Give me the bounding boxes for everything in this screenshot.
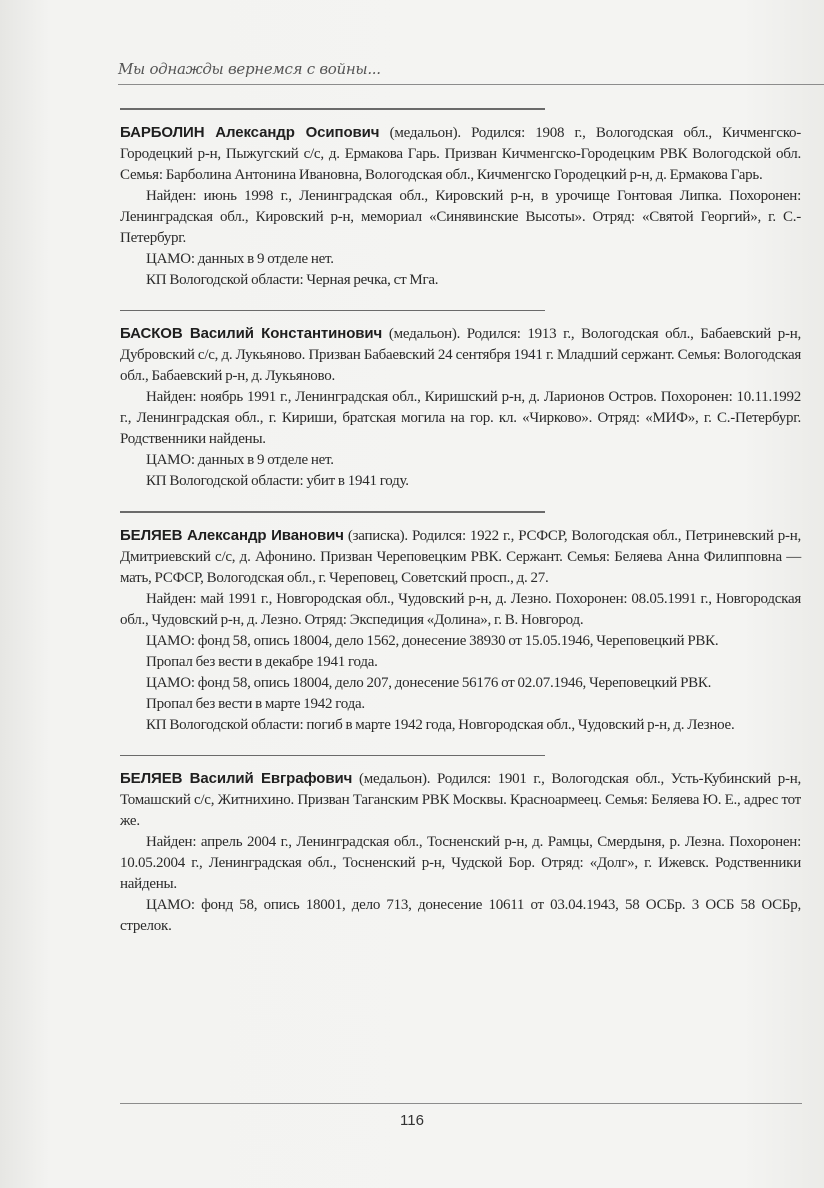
entry-paragraph (120, 387, 801, 450)
entry-paragraph (120, 589, 801, 631)
paragraph-text: Найден: июнь 1998 г., Ленинградская обл., Кировский р-н, в урочище Гонтовая Липка. Похоронен: Ленинградская обл., Кировский р-н, мемориал «Синявинские Высоты». Отряд: «Святой Георгий», г. С.-Петербург. (120, 187, 801, 246)
entry-separator (120, 108, 545, 110)
entry (120, 525, 801, 746)
entry-paragraph (120, 694, 801, 715)
paragraph-text: ЦАМО: фонд 58, опись 18004, дело 207, донесение 56176 от 02.07.1946, Череповецкий РВК. (146, 674, 712, 691)
entry (120, 122, 801, 301)
entry-paragraph (120, 832, 801, 895)
entry-paragraph (120, 631, 801, 652)
entry (120, 323, 801, 502)
entry-intro-paragraph (120, 122, 801, 186)
entry-paragraph (120, 471, 801, 492)
paragraph-text: ЦАМО: данных в 9 отделе нет. (146, 250, 334, 267)
paragraph-text: Найден: май 1991 г., Новгородская обл., Чудовский р-н, д. Лезно. Похоронен: 08.05.1991 г., Новгородская обл., Чудовский р-н, д. Лезно. Отряд: Экспедиция «Долина», г. В. Новгород. (120, 590, 801, 628)
entry-paragraph (120, 652, 801, 673)
paragraph-text: ЦАМО: данных в 9 отделе нет. (146, 452, 334, 468)
entry (120, 768, 801, 947)
person-name: БАСКОВ Василий Константинович (120, 325, 383, 342)
entry-paragraph (120, 715, 801, 736)
header-rule (118, 84, 824, 85)
paragraph-text: Пропал без вести в марте 1942 года. (146, 695, 365, 712)
page-number: 116 (400, 1112, 424, 1129)
footer-rule (120, 1103, 802, 1104)
paragraph-text: ЦАМО: фонд 58, опись 18004, дело 1562, донесение 38930 от 15.05.1946, Череповецкий РВК. (146, 632, 719, 649)
entry-separator (120, 755, 545, 757)
entry-paragraph (120, 249, 801, 270)
entry-gap (120, 937, 801, 947)
entries-list (120, 99, 801, 947)
entry-intro-paragraph (120, 323, 801, 387)
entry-gap (120, 492, 801, 502)
person-name: БЕЛЯЕВ Василий Евграфович (120, 770, 353, 787)
paragraph-text: Найден: ноябрь 1991 г., Ленинградская обл., Киришский р-н, д. Ларионов Остров. Похоронен: 10.11.1992 г., Ленинградская обл., г. Кириши, братская могила на гор. кл. «Чирково». Отряд: «МИФ», г. С.-Петербург. Родственники найдены. (120, 389, 801, 447)
paragraph-text: КП Вологодской области: погиб в марте 1942 года, Новгородская обл., Чудовский р-н, д. Лезное. (146, 716, 735, 733)
entry-paragraph (120, 270, 801, 291)
running-head: Мы однажды вернемся с войны... (118, 60, 381, 78)
entry-paragraph (120, 450, 801, 471)
person-name: БАРБОЛИН Александр Осипович (120, 123, 380, 141)
entry-intro-paragraph (120, 525, 801, 589)
paragraph-text: Пропал без вести в декабре 1941 года. (146, 653, 378, 670)
paragraph-text: (записка). Родился: 1922 г., РСФСР, Вологодская обл., Петриневский р-н, Дмитриевский с/с, д. Афонино. Призван Череповецким РВК. Сержант. Семья: Беляева Анна Филипповна — мать, РСФСР, Вологодская обл., г. Череповец, Советский просп., д. 27. (120, 527, 801, 586)
paragraph-text: (медальон). Родился: 1913 г., Вологодская обл., Бабаевский р-н, Дубровский с/с, д. Лукьяново. Призван Бабаевский 24 сентября 1941 г. Младший сержант. Семья: Вологодская обл., Бабаевский р-н, д. Лукьяново. (120, 326, 802, 384)
paragraph-text: КП Вологодской области: убит в 1941 году. (146, 473, 409, 489)
entry-gap (120, 291, 801, 301)
entry-separator (120, 511, 545, 513)
entry-paragraph (120, 186, 801, 249)
paragraph-text: (медальон). Родился: 1901 г., Вологодская обл., Усть-Кубинский р-н, Томашский с/с, Житнихино. Призван Таганским РВК Москвы. Красноармеец. Семья: Беляева Ю. Е., адрес тот же. (120, 771, 801, 829)
entry-paragraph (120, 673, 801, 694)
entry-intro-paragraph (120, 768, 801, 832)
person-name: БЕЛЯЕВ Александр Иванович (120, 526, 344, 544)
entry-gap (120, 736, 801, 746)
paragraph-text: Найден: апрель 2004 г., Ленинградская обл., Тосненский р-н, д. Рамцы, Смердыня, р. Лезна. Похоронен: 10.05.2004 г., Ленинградская обл., Тосненский р-н, Чудской Бор. Отряд: «Долг», г. Ижевск. Родственники найдены. (120, 834, 801, 892)
entry-paragraph (120, 895, 801, 937)
paragraph-text: (медальон). Родился: 1908 г., Вологодская обл., Кичменгско-Городецкий р-н, Пыжугский с/с, д. Ермакова Гарь. Призван Кичменгско-Городецким РВК Вологодской обл. Семья: Барболина Антонина Ивановна, Вологодская обл., Кичменгско Городецкий р-н, д. Ермакова Гарь. (120, 124, 801, 183)
paragraph-text: КП Вологодской области: Черная речка, ст Мга. (146, 271, 439, 288)
entry-separator (120, 310, 545, 312)
paragraph-text: ЦАМО: фонд 58, опись 18001, дело 713, донесение 10611 от 03.04.1943, 58 ОСБр. 3 ОСБ 58 ОСБр, стрелок. (120, 897, 801, 934)
